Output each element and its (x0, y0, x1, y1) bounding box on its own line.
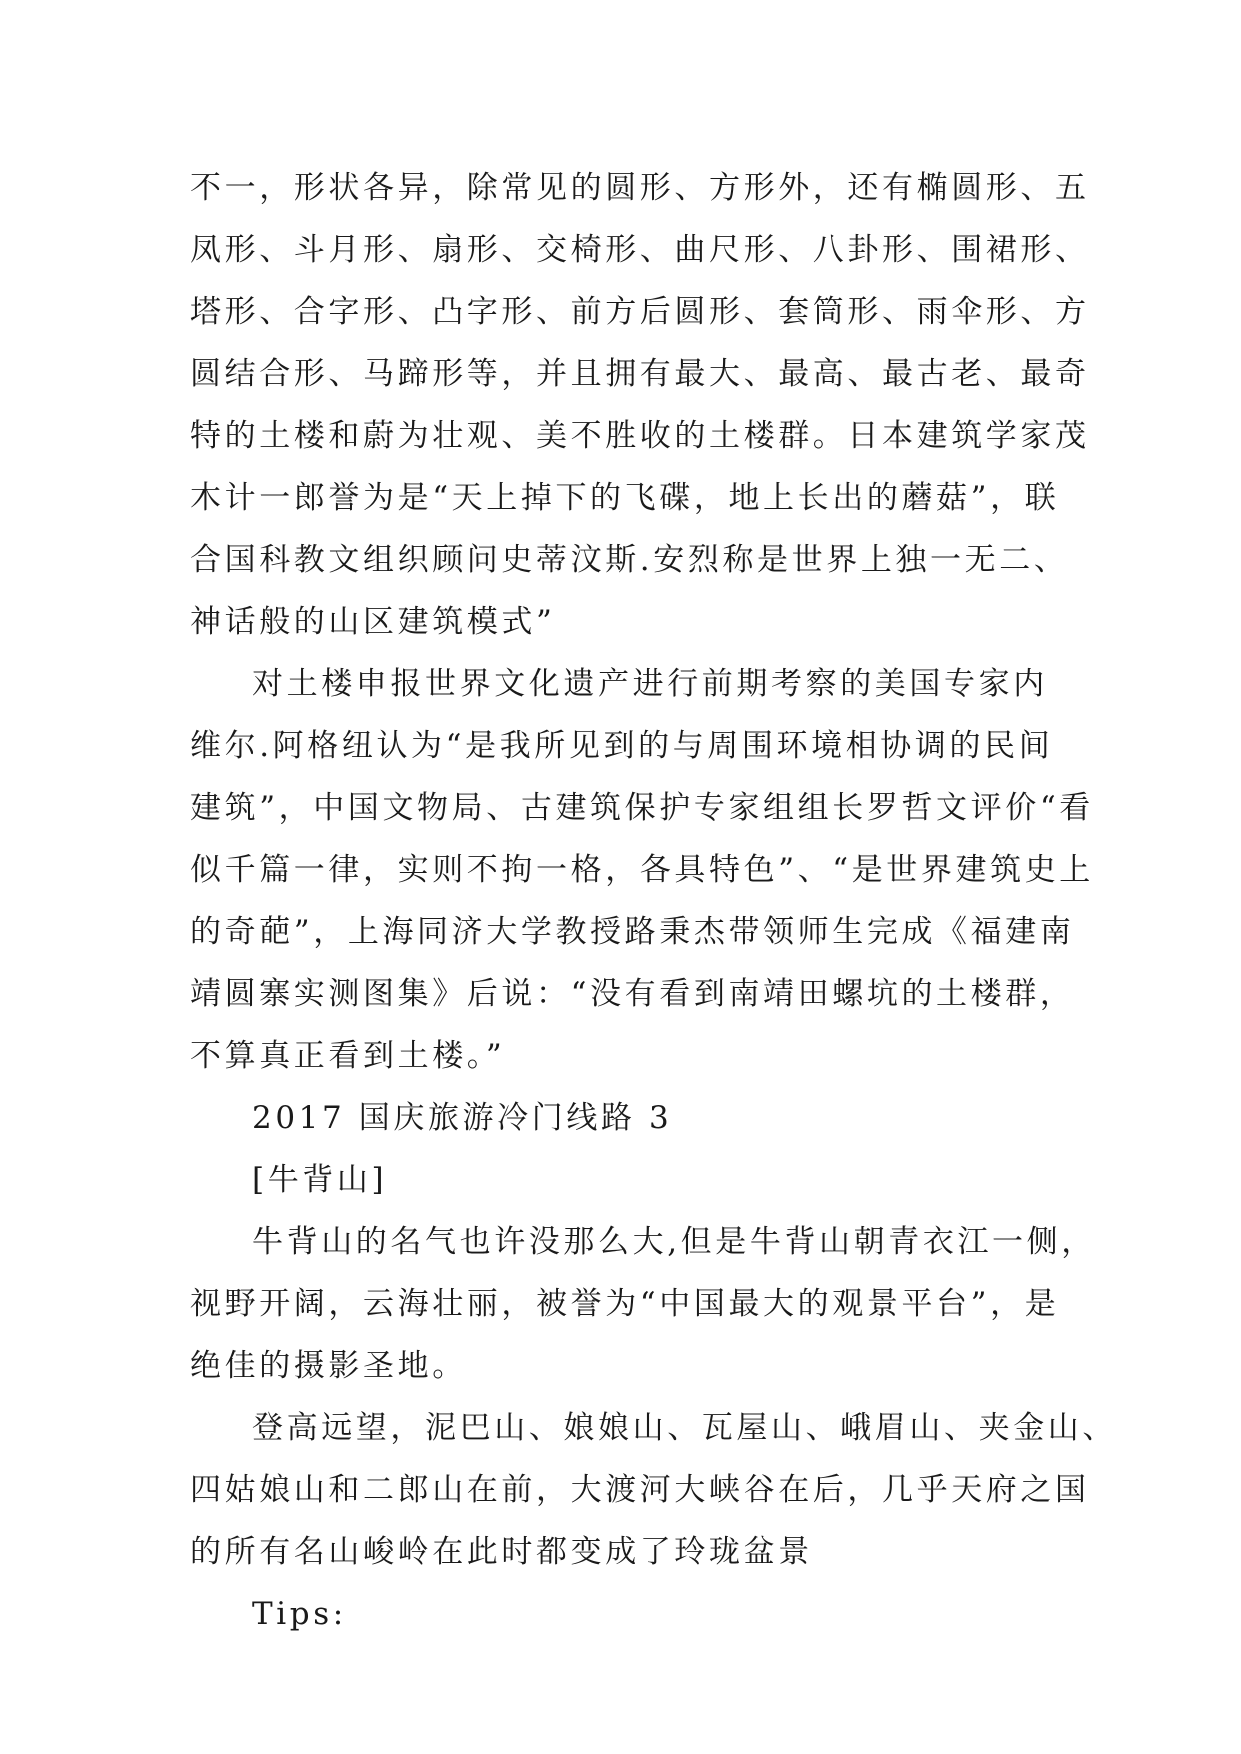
text-line: 绝佳的摄影圣地。 (190, 1348, 467, 1384)
text-line: 四姑娘山和二郎山在前，大渡河大峡谷在后，几乎天府之国 (190, 1472, 1090, 1508)
text-line: 的所有名山峻岭在此时都变成了玲珑盆景 (190, 1534, 813, 1570)
paragraph-first-line: 牛背山的名气也许没那么大,但是牛背山朝青衣江一侧， (252, 1224, 1096, 1260)
text-line: 神话般的山区建筑模式” (190, 604, 556, 640)
text-line: 维尔.阿格纽认为“是我所见到的与周围环境相协调的民间 (190, 728, 1054, 764)
text-line: 的奇葩”，上海同济大学教授路秉杰带领师生完成《福建南 (190, 914, 1075, 950)
text-line: 合国科教文组织顾问史蒂汶斯.安烈称是世界上独一无二、 (190, 542, 1069, 578)
text-line: 似千篇一律，实则不拘一格，各具特色”、“是世界建筑史上 (190, 852, 1094, 888)
subsection-heading: [牛背山] (252, 1162, 388, 1198)
text-line: 塔形、合字形、凸字形、前方后圆形、套筒形、雨伞形、方 (190, 294, 1090, 330)
paragraph-first-line: 登高远望，泥巴山、娘娘山、瓦屋山、峨眉山、夹金山、 (252, 1410, 1117, 1446)
text-line: 特的土楼和蔚为壮观、美不胜收的土楼群。日本建筑学家茂 (190, 418, 1090, 454)
text-line: 圆结合形、马蹄形等，并且拥有最大、最高、最古老、最奇 (190, 356, 1090, 392)
text-line: 视野开阔，云海壮丽，被誉为“中国最大的观景平台”，是 (190, 1286, 1060, 1322)
tips-label: Tips: (252, 1596, 347, 1632)
text-line: 靖圆寨实测图集》后说：“没有看到南靖田螺坑的土楼群， (190, 976, 1075, 1012)
text-line: 凤形、斗月形、扇形、交椅形、曲尺形、八卦形、围裙形、 (190, 232, 1090, 268)
text-line: 不一，形状各异，除常见的圆形、方形外，还有椭圆形、五 (190, 170, 1090, 206)
text-line: 木计一郎誉为是“天上掉下的飞碟，地上长出的蘑菇”，联 (190, 480, 1060, 516)
text-line: 建筑”，中国文物局、古建筑保护专家组组长罗哲文评价“看 (190, 790, 1094, 826)
paragraph-first-line: 对土楼申报世界文化遗产进行前期考察的美国专家内 (252, 666, 1048, 702)
text-line: 不算真正看到土楼。” (190, 1038, 506, 1074)
section-heading: 2017 国庆旅游冷门线路 3 (252, 1100, 673, 1136)
